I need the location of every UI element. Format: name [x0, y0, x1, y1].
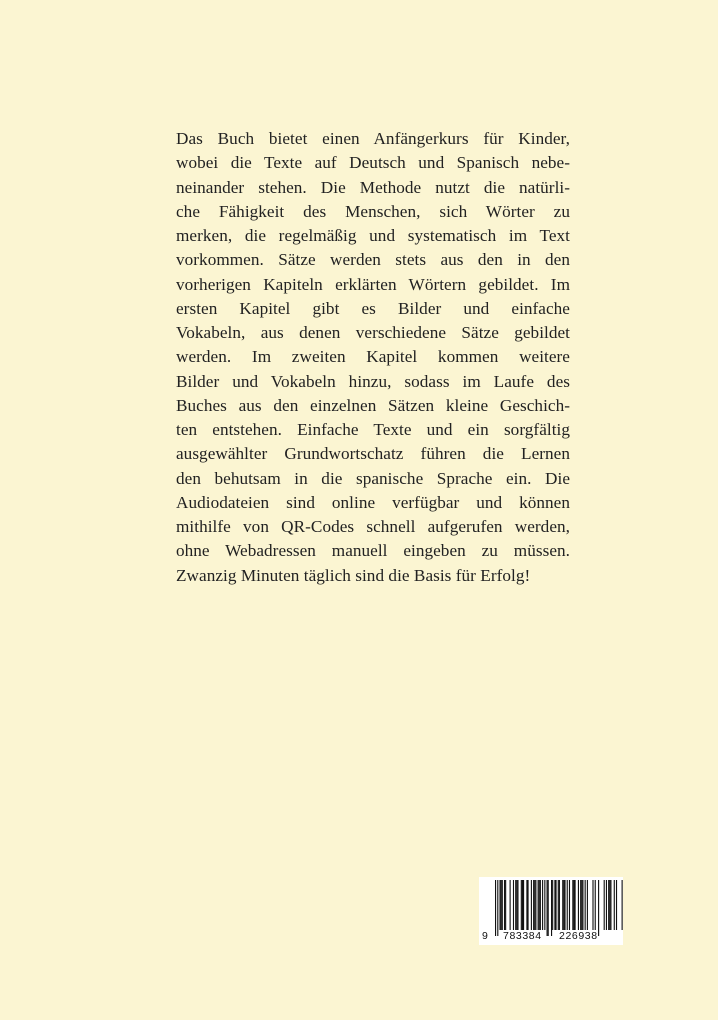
barcode-bar	[598, 880, 599, 936]
barcode-bar	[540, 880, 541, 930]
barcode-bar	[539, 880, 540, 930]
barcode-bar	[517, 880, 518, 930]
blurb-line: Vokabeln, aus denen verschiedene Sätze gebildet	[176, 323, 570, 342]
barcode-bar	[608, 880, 609, 930]
barcode-bar	[515, 880, 516, 930]
barcode-bar	[513, 880, 514, 930]
barcode-bar	[497, 880, 498, 936]
back-cover-blurb	[176, 127, 570, 588]
barcode-bar	[569, 880, 570, 930]
blurb-line: Das Buch bietet einen Anfängerkurs für Kinder,	[176, 129, 570, 148]
blurb-line: neinander stehen. Die Methode nutzt die natürli-	[176, 177, 570, 197]
barcode-bar	[609, 880, 610, 930]
barcode-bar	[522, 880, 523, 930]
barcode-bar	[521, 880, 522, 930]
blurb-line: den behutsam in die spanische Sprache ein. Die	[176, 468, 570, 488]
barcode-bar	[554, 880, 555, 930]
blurb-line: wobei die Texte auf Deutsch und Spanisch nebe-	[176, 153, 570, 173]
blurb-line: Bilder und Vokabeln hinzu, sodass im Laufe des	[176, 371, 570, 391]
barcode-bars	[479, 877, 623, 945]
barcode-bar	[551, 880, 552, 936]
barcode-bar	[504, 880, 505, 930]
blurb-line: werden. Im zweiten Kapitel kommen weitere	[176, 347, 570, 367]
barcode-bar	[616, 880, 617, 930]
blurb-line: vorkommen. Sätze werden stets aus den in den	[176, 250, 570, 270]
barcode-bar	[531, 880, 532, 930]
barcode-bar	[499, 880, 500, 930]
barcode-bar	[622, 880, 623, 930]
blurb-line: ausgewählter Grundwortschatz führen die Lernen	[176, 444, 570, 464]
barcode-digit-first: 9	[482, 930, 489, 942]
barcode-bar	[587, 880, 588, 930]
barcode-bar	[555, 880, 556, 930]
blurb-line: merken, die regelmäßig und systematisch im Text	[176, 226, 570, 245]
blurb-line: che Fähigkeit des Menschen, sich Wörter zu	[176, 201, 570, 221]
barcode-bar	[575, 880, 576, 930]
barcode-bar	[516, 880, 517, 930]
barcode-bar	[559, 880, 560, 930]
blurb-line: Audiodateien sind online verfügbar und können	[176, 492, 570, 512]
barcode-bar	[592, 880, 593, 930]
blurb-line: ohne Webadressen manuell eingeben zu müssen.	[176, 541, 570, 561]
barcode-bar	[548, 880, 549, 936]
barcode-bar	[581, 880, 582, 930]
barcode-bar	[505, 880, 506, 930]
barcode-bar	[526, 880, 527, 930]
barcode-bar	[585, 880, 586, 930]
barcode-bar	[562, 880, 563, 930]
barcode-digits-right: 226938	[559, 930, 598, 942]
barcode-bar	[614, 880, 615, 930]
barcode-bar	[542, 880, 543, 930]
barcode-bar	[533, 880, 534, 930]
barcode-bar	[547, 880, 548, 936]
barcode-digits-left: 783384	[503, 930, 542, 942]
barcode-bar	[535, 880, 536, 930]
barcode-bar	[563, 880, 564, 930]
barcode-bar	[501, 880, 502, 930]
barcode-bar	[567, 880, 568, 930]
barcode-bar	[604, 880, 605, 930]
blurb-line: Buches aus den einzelnen Sätzen kleine Geschich-	[176, 395, 570, 415]
barcode-bar	[502, 880, 503, 930]
barcode-bar	[558, 880, 559, 930]
blurb-line: vorherigen Kapiteln erklärten Wörtern gebildet. Im	[176, 274, 570, 294]
blurb-line: ersten Kapitel gibt es Bilder und einfache	[176, 298, 570, 318]
barcode-bar	[510, 880, 511, 930]
barcode-bar	[552, 880, 553, 930]
blurb-line: mithilfe von QR-Codes schnell aufgerufen werden,	[176, 517, 570, 536]
blurb-line-last: Zwanzig Minuten täglich sind die Basis für Erfolg!	[176, 565, 531, 585]
barcode-bar	[534, 880, 535, 930]
barcode-bar	[538, 880, 539, 930]
barcode-bar	[572, 880, 573, 930]
blurb-line: ten entstehen. Einfache Texte und ein sorgfältig	[176, 420, 570, 439]
barcode-bar	[610, 880, 611, 930]
barcode-bar	[495, 880, 496, 936]
barcode-bar	[582, 880, 583, 930]
barcode-bar	[527, 880, 528, 930]
isbn-barcode	[479, 877, 623, 945]
barcode-bar	[564, 880, 565, 930]
barcode-bar	[595, 880, 596, 930]
barcode-bar	[578, 880, 579, 930]
barcode-bar	[580, 880, 581, 930]
barcode-bar	[523, 880, 524, 930]
barcode-bar	[573, 880, 574, 930]
barcode-bar	[544, 880, 545, 930]
barcode-bar	[606, 880, 607, 930]
